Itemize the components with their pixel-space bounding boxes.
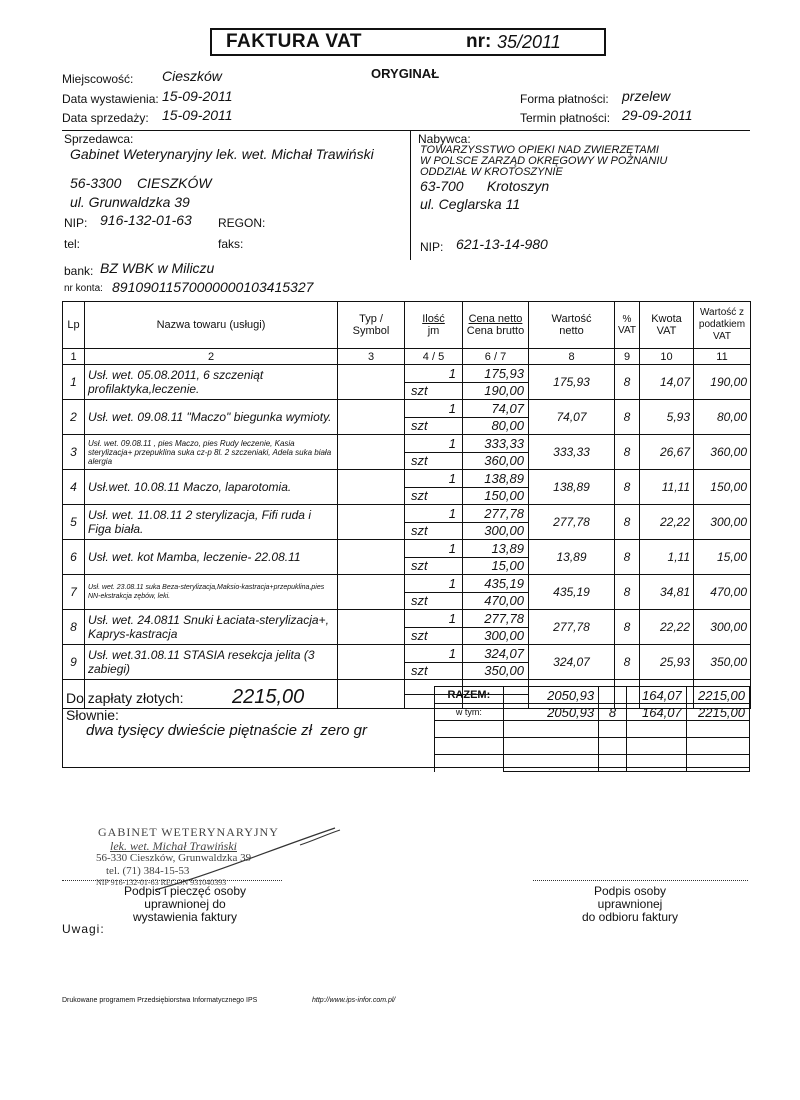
row-prices: 74,07 80,00	[463, 400, 529, 435]
totals-table	[434, 686, 750, 772]
row-type	[338, 505, 405, 540]
buyer-name-2: W POLSCE ZARZĄD OKRĘGOWY W POZNANIU	[420, 155, 668, 167]
row-vat-pct: 8	[615, 645, 640, 680]
row-net-value: 175,93	[529, 365, 615, 400]
row-total: 300,00	[694, 610, 751, 645]
table-row	[63, 540, 751, 575]
row-total: 190,00	[694, 365, 751, 400]
buyer-nip-label: NIP:	[420, 240, 444, 254]
to-pay-label: Do zapłaty złotych:	[66, 690, 184, 706]
row-type	[338, 610, 405, 645]
row-type	[338, 470, 405, 505]
row-net-value: 13,89	[529, 540, 615, 575]
row-lp: 4	[63, 470, 85, 505]
row-type	[338, 435, 405, 470]
row-lp: 8	[63, 610, 85, 645]
sale-date-label: Data sprzedaży:	[62, 111, 149, 125]
row-qty: 1 szt	[405, 470, 463, 505]
to-pay-amount: 2215,00	[232, 686, 305, 708]
row-vat-amount: 26,67	[640, 435, 694, 470]
place-value: Cieszków	[162, 68, 222, 84]
account-number: 89109011570000000103415327	[112, 279, 314, 295]
row-vat-amount: 1,11	[640, 540, 694, 575]
row-prices: 138,89 150,00	[463, 470, 529, 505]
in-words-label: Słownie:	[66, 707, 119, 723]
invoice-number: 35/2011	[497, 32, 561, 52]
row-vat-amount: 25,93	[640, 645, 694, 680]
row-vat-pct: 8	[615, 365, 640, 400]
row-lp: 1	[63, 365, 85, 400]
invoice-title: FAKTURA VAT	[226, 31, 363, 52]
col-name: Nazwa towaru (usługi)	[85, 302, 338, 349]
col-num: 6 / 7	[463, 349, 529, 365]
seller-nip: 916-132-01-63	[100, 212, 192, 228]
seller-city: 56-3300 CIESZKÓW	[70, 175, 212, 191]
row-net-value: 138,89	[529, 470, 615, 505]
row-vat-amount: 11,11	[640, 470, 694, 505]
col-num: 2	[85, 349, 338, 365]
row-qty: 1 szt	[405, 365, 463, 400]
row-vat-pct: 8	[615, 610, 640, 645]
issuer-signature-caption: Podpis i pieczęć osoby uprawnionej do wystawienia faktury	[123, 884, 247, 924]
row-type	[338, 400, 405, 435]
razem-label: RAZEM:	[435, 687, 504, 704]
col-num: 4 / 5	[405, 349, 463, 365]
row-vat-amount: 22,22	[640, 610, 694, 645]
items-table	[62, 301, 751, 709]
footer-url: http://www.ips-infor.com.pl/	[312, 997, 396, 1004]
col-num: 1	[63, 349, 85, 365]
row-net-value: 333,33	[529, 435, 615, 470]
row-vat-amount: 14,07	[640, 365, 694, 400]
wtym-vat-amount: 164,07	[626, 704, 686, 721]
buyer-name-3: ODDZIAŁ W KROTOSZYNIE	[420, 166, 563, 178]
payment-form-label: Forma płatności:	[520, 92, 609, 106]
row-name: Usł. wet.31.08.11 STASIA resekcja jelita (3 zabiegi)	[85, 645, 338, 680]
row-vat-amount: 5,93	[640, 400, 694, 435]
account-label: nr konta:	[64, 283, 103, 294]
table-row	[63, 400, 751, 435]
invoice-number-label: nr:	[466, 31, 492, 52]
issue-date-label: Data wystawienia:	[62, 92, 159, 106]
col-lp: Lp	[63, 302, 85, 349]
row-qty: 1 szt	[405, 400, 463, 435]
row-total: 150,00	[694, 470, 751, 505]
row-name: Usł. wet. 11.08.11 2 sterylizacja, Fifi ruda i Figa biała.	[85, 505, 338, 540]
buyer-label: Nabywca:	[418, 132, 471, 146]
issue-date: 15-09-2011	[162, 88, 233, 104]
row-name: Usł. wet. 24.0811 Snuki Łaciata-sterylizacja+, Kaprys-kastracja	[85, 610, 338, 645]
row-qty: 1 szt	[405, 435, 463, 470]
bank-label: bank:	[64, 264, 94, 278]
stamp-line-5: NIP 916-132-01-63 REGON 931040393	[96, 878, 227, 887]
row-name: Usł. wet. kot Mamba, leczenie- 22.08.11	[85, 540, 338, 575]
col-vat-amount: Kwota VAT	[640, 302, 694, 349]
col-price: Cena netto Cena brutto	[463, 302, 529, 349]
buyer-name-1: TOWARZYSSTWO OPIEKI NAD ZWIERZĘTAMI	[420, 144, 659, 156]
row-vat-pct: 8	[615, 575, 640, 610]
wtym-vat: 8	[599, 704, 627, 721]
seller-regon-label: REGON:	[218, 216, 266, 230]
razem-total: 2215,00	[686, 687, 749, 704]
row-total: 300,00	[694, 505, 751, 540]
row-total: 80,00	[694, 400, 751, 435]
payment-term: 29-09-2011	[622, 107, 693, 123]
seller-label: Sprzedawca:	[64, 132, 134, 146]
column-numbers-row	[63, 349, 751, 365]
table-row	[63, 505, 751, 540]
row-prices: 277,78 300,00	[463, 610, 529, 645]
col-num: 9	[615, 349, 640, 365]
col-num: 11	[694, 349, 751, 365]
buyer-city: 63-700 Krotoszyn	[420, 178, 550, 194]
row-net-value: 324,07	[529, 645, 615, 680]
notes-label: Uwagi:	[62, 922, 105, 936]
row-qty: 1 szt	[405, 610, 463, 645]
row-vat-amount: 34,81	[640, 575, 694, 610]
row-type	[338, 575, 405, 610]
footer-printed: Drukowane programem Przedsiębiorstwa Informatycznego IPS	[62, 997, 258, 1004]
wtym-row	[435, 704, 750, 721]
seller-fax-label: faks:	[218, 237, 244, 251]
col-qty: Ilość jm	[405, 302, 463, 349]
row-vat-pct: 8	[615, 540, 640, 575]
row-lp: 2	[63, 400, 85, 435]
row-qty: 1 szt	[405, 505, 463, 540]
stamp-line-1: GABINET WETERYNARYJNY	[98, 825, 279, 839]
place-label: Miejscowość:	[62, 72, 134, 86]
row-total: 470,00	[694, 575, 751, 610]
stamp-line-3: 56-330 Cieszków, Grunwaldzka 39	[96, 852, 252, 864]
buyer-street: ul. Ceglarska 11	[420, 196, 521, 212]
col-num: 10	[640, 349, 694, 365]
row-vat-pct: 8	[615, 505, 640, 540]
col-vat-pct: % VAT	[615, 302, 640, 349]
seller-tel-label: tel:	[64, 237, 81, 251]
table-row	[63, 470, 751, 505]
issuer-signature-line	[62, 880, 282, 881]
row-net-value: 277,78	[529, 505, 615, 540]
row-prices: 324,07 350,00	[463, 645, 529, 680]
row-type	[338, 365, 405, 400]
empty-total-row	[435, 738, 750, 755]
buyer-nip: 621-13-14-980	[456, 236, 548, 252]
stamp-line-4: tel. (71) 384-15-53	[106, 865, 190, 877]
seller-street: ul. Grunwaldzka 39	[70, 194, 190, 210]
razem-net: 2050,93	[503, 687, 598, 704]
row-type	[338, 540, 405, 575]
col-type: Typ / Symbol	[338, 302, 405, 349]
row-name: Usł. wet. 05.08.2011, 6 szczeniąt profilaktyka,leczenie.	[85, 365, 338, 400]
table-row	[63, 365, 751, 400]
row-net-value: 277,78	[529, 610, 615, 645]
row-prices: 277,78 300,00	[463, 505, 529, 540]
row-lp: 5	[63, 505, 85, 540]
row-lp: 7	[63, 575, 85, 610]
col-net-value: Wartość netto	[529, 302, 615, 349]
row-net-value: 74,07	[529, 400, 615, 435]
row-type	[338, 645, 405, 680]
wtym-label: w tym:	[435, 704, 504, 721]
row-qty: 1 szt	[405, 575, 463, 610]
row-total: 360,00	[694, 435, 751, 470]
empty-total-row	[435, 721, 750, 738]
parties-divider	[410, 130, 411, 260]
row-name: Usł. wet. 09.08.11 , pies Maczo, pies Rudy leczenie, Kasia sterylizacja+ przepuklina suka cz-p 8l. 2 szczeniaki, Adela suka biała alergia	[85, 435, 338, 470]
receiver-signature-line	[533, 880, 748, 881]
row-qty: 1 szt	[405, 540, 463, 575]
payment-term-label: Termin płatności:	[520, 111, 611, 125]
seller-nip-label: NIP:	[64, 216, 88, 230]
row-total: 350,00	[694, 645, 751, 680]
row-lp: 9	[63, 645, 85, 680]
razem-vat-amount: 164,07	[626, 687, 686, 704]
stamp-line-2: lek. wet. Michał Trawiński	[110, 839, 237, 853]
row-name: Usł.wet. 10.08.11 Maczo, laparotomia.	[85, 470, 338, 505]
total-row	[435, 687, 750, 704]
empty-total-row	[435, 755, 750, 772]
row-prices: 175,93 190,00	[463, 365, 529, 400]
in-words: dwa tysięcy dwieście piętnaście zł zero gr	[86, 722, 367, 739]
receiver-signature-caption: Podpis osoby uprawnionej do odbioru faktury	[581, 884, 679, 924]
seller-name: Gabinet Weterynaryjny lek. wet. Michał Trawiński	[70, 146, 374, 162]
row-prices: 13,89 15,00	[463, 540, 529, 575]
table-row	[63, 575, 751, 610]
table-row	[63, 645, 751, 680]
row-vat-pct: 8	[615, 400, 640, 435]
row-prices: 333,33 360,00	[463, 435, 529, 470]
col-gross-value: Wartość z podatkiem VAT	[694, 302, 751, 349]
row-net-value: 435,19	[529, 575, 615, 610]
row-vat-pct: 8	[615, 435, 640, 470]
col-num: 8	[529, 349, 615, 365]
row-prices: 435,19 470,00	[463, 575, 529, 610]
table-row	[63, 435, 751, 470]
row-vat-pct: 8	[615, 470, 640, 505]
table-row	[63, 610, 751, 645]
row-qty: 1 szt	[405, 645, 463, 680]
col-num: 3	[338, 349, 405, 365]
table-header	[63, 302, 751, 349]
row-lp: 3	[63, 435, 85, 470]
sale-date: 15-09-2011	[162, 107, 233, 123]
row-vat-amount: 22,22	[640, 505, 694, 540]
row-name: Usł. wet. 09.08.11 "Maczo" biegunka wymioty.	[85, 400, 338, 435]
bank-name: BZ WBK w Miliczu	[100, 260, 215, 276]
row-lp: 6	[63, 540, 85, 575]
original-label: ORYGINAŁ	[371, 66, 440, 81]
wtym-total: 2215,00	[686, 704, 749, 721]
payment-form: przelew	[622, 88, 671, 104]
row-total: 15,00	[694, 540, 751, 575]
wtym-net: 2050,93	[503, 704, 598, 721]
row-name: Usł. wet. 23.08.11 suka Beza-sterylizacja,Maksio-kastracja+przepuklina,pies NN-ekstrakcja zębów, leki.	[85, 575, 338, 610]
